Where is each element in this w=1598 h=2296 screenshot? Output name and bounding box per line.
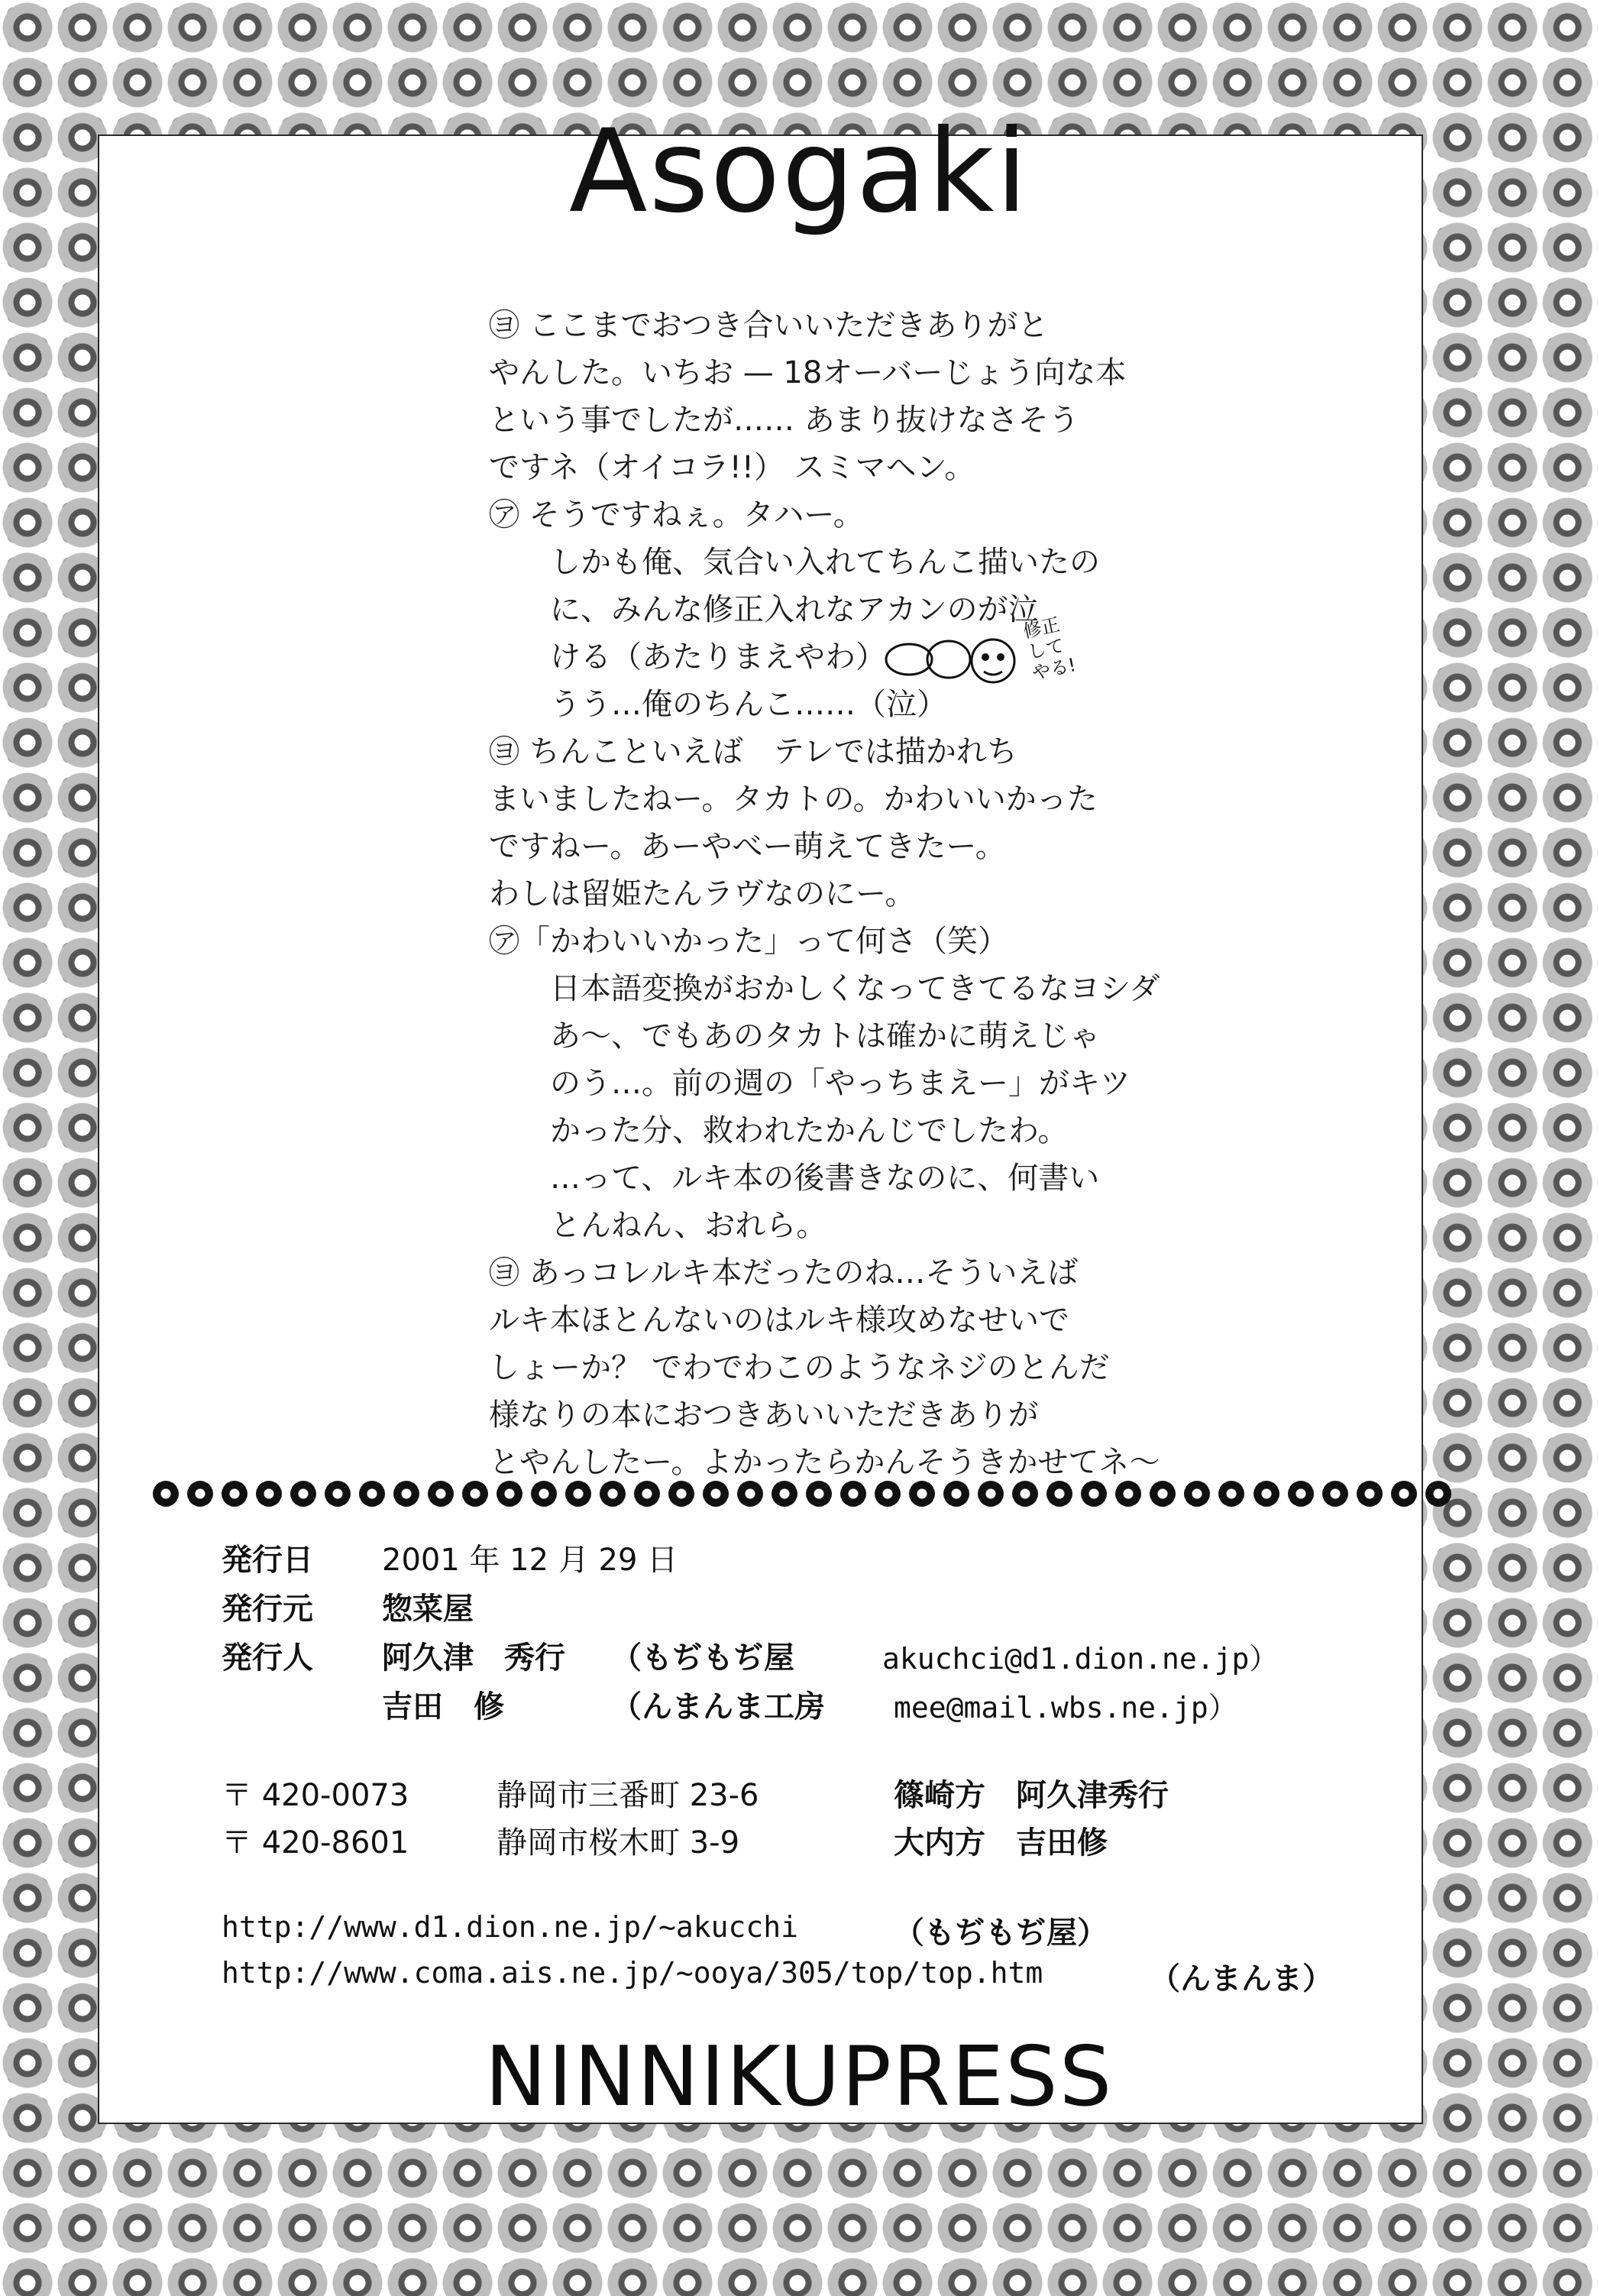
flower-ornament-icon <box>909 1481 935 1507</box>
flower-divider <box>153 1478 1451 1509</box>
afterword-handwritten-note <box>489 302 1161 1480</box>
publisher1-name: 阿久津 秀行 <box>382 1640 565 1676</box>
page-title: Asogaki <box>568 105 1030 238</box>
flower-ornament-icon <box>1115 1481 1141 1507</box>
afterword-line: ルキ本ほとんないのはルキ様攻めなせいで <box>489 1303 1069 1338</box>
flower-ornament-icon <box>359 1481 385 1507</box>
flower-ornament-icon <box>1357 1481 1383 1507</box>
afterword-line: ㋵ あっコレルキ本だったのね…そういえば <box>489 1255 1079 1290</box>
issue-date-label: 発行日 <box>222 1543 313 1578</box>
issuer: 惣菜屋 <box>382 1592 474 1627</box>
flower-ornament-icon <box>393 1481 419 1507</box>
afterword-line: ですねー。あーやべー萌えてきたー。 <box>489 829 1006 864</box>
flower-ornament-icon <box>290 1481 316 1507</box>
website-url-1: http://www.d1.dion.ne.jp/~akucchi <box>222 1910 798 1944</box>
flower-ornament-icon <box>1081 1481 1107 1507</box>
flower-ornament-icon <box>497 1481 522 1507</box>
afterword-line: …って、ルキ本の後書きなのに、何書い <box>550 1161 1100 1196</box>
flower-ornament-icon <box>187 1481 213 1507</box>
afterword-line: まいましたねー。タカトの。かわいいかった <box>489 782 1098 817</box>
flower-ornament-icon <box>256 1481 282 1507</box>
afterword-line: ㋵ ここまでおつき合いいただきありがと <box>489 308 1049 343</box>
flower-ornament-icon <box>428 1481 454 1507</box>
issuer-label: 発行元 <box>222 1592 313 1627</box>
afterword-line: とんねん、おれら。 <box>550 1208 827 1243</box>
flower-ornament-icon <box>1012 1481 1038 1507</box>
publisher2-name: 吉田 修 <box>382 1689 504 1724</box>
flower-ornament-icon <box>875 1481 901 1507</box>
afterword-line: に、みんな修正入れなアカンのが泣 <box>550 592 1039 627</box>
publisher1-email: akuchci@d1.dion.ne.jp） <box>882 1642 1279 1676</box>
flower-ornament-icon <box>1288 1481 1314 1507</box>
postal-code-2: 〒 420-8601 <box>222 1825 409 1860</box>
flower-ornament-icon <box>703 1481 729 1507</box>
flower-ornament-icon <box>634 1481 660 1507</box>
afterword-line: あ～、でもあのタカトは確かに萌えじゃ <box>550 1018 1100 1054</box>
issue-date: 2001 年 12 月 29 日 <box>382 1543 678 1578</box>
flower-ornament-icon <box>1253 1481 1279 1507</box>
afterword-line: ㋐「かわいいかった」って何さ（笑） <box>489 924 1008 959</box>
flower-ornament-icon <box>737 1481 763 1507</box>
face-doodle-icon <box>878 615 1085 699</box>
afterword-line: ですネ（オイコラ!!） スミマヘン。 <box>489 450 975 485</box>
care-of-2: 大内方 吉田修 <box>894 1825 1108 1860</box>
website-url-2: http://www.coma.ais.ne.jp/~ooya/305/top/top.htm <box>222 1956 1043 1990</box>
website-label-2: （んまんま） <box>1150 1961 1333 1996</box>
flower-ornament-icon <box>462 1481 488 1507</box>
flower-ornament-icon <box>1150 1481 1176 1507</box>
website-label-1: （もぢもぢ屋） <box>894 1915 1108 1951</box>
flower-ornament-icon <box>840 1481 866 1507</box>
afterword-line: とやんしたー。よかったらかんそうきかせてネ～ <box>489 1445 1160 1480</box>
flower-ornament-icon <box>1391 1481 1417 1507</box>
publisher2-circle: （んまんま工房 <box>611 1689 825 1724</box>
publisher1-circle: （もぢもぢ屋 <box>611 1640 794 1676</box>
flower-ornament-icon <box>806 1481 832 1507</box>
flower-ornament-icon <box>153 1481 179 1507</box>
afterword-line: 様なりの本におつきあいいただきありが <box>489 1397 1039 1433</box>
afterword-line: しょーか？ でわでわこのようなネジのとんだ <box>489 1350 1110 1385</box>
flower-ornament-icon <box>1322 1481 1348 1507</box>
flower-ornament-icon <box>222 1481 247 1507</box>
flower-ornament-icon <box>1218 1481 1244 1507</box>
afterword-line: ける（あたりまえやわ） <box>550 640 886 675</box>
flower-ornament-icon <box>978 1481 1004 1507</box>
afterword-line: わしは留姫たんラヴなのにー。 <box>489 876 916 912</box>
flower-ornament-icon <box>600 1481 626 1507</box>
flower-ornament-icon <box>1184 1481 1210 1507</box>
flower-ornament-icon <box>531 1481 557 1507</box>
flower-ornament-icon <box>943 1481 969 1507</box>
care-of-1: 篠崎方 阿久津秀行 <box>894 1778 1169 1813</box>
flower-ornament-icon <box>1425 1481 1451 1507</box>
publisher-brand: NINNIKUPRESS <box>484 2029 1114 2125</box>
address-1: 静岡市三番町 23-6 <box>497 1778 759 1813</box>
flower-ornament-icon <box>772 1481 797 1507</box>
afterword-line: かった分、救われたかんじでしたわ。 <box>550 1113 1069 1148</box>
flower-ornament-icon <box>325 1481 351 1507</box>
flower-ornament-icon <box>1046 1481 1072 1507</box>
address-2: 静岡市桜木町 3-9 <box>497 1825 740 1860</box>
flower-ornament-icon <box>565 1481 591 1507</box>
publisher-label: 発行人 <box>222 1640 313 1676</box>
flower-ornament-icon <box>668 1481 694 1507</box>
afterword-line: やんした。いちお — 18オーバーじょう向な本 <box>489 355 1127 390</box>
afterword-line: しかも俺、気合い入れてちんこ描いたの <box>550 545 1100 580</box>
publisher2-email: mee@mail.wbs.ne.jp） <box>894 1691 1237 1724</box>
afterword-line: 日本語変換がおかしくなってきてるなヨシダ <box>550 971 1160 1006</box>
afterword-line: ㋐ そうですねぇ。タハー。 <box>489 497 864 533</box>
afterword-line: という事でしたが…… あまり抜けなさそう <box>489 403 1079 438</box>
postal-code-1: 〒 420-0073 <box>222 1778 409 1813</box>
afterword-line: うう…俺のちんこ……（泣） <box>550 687 947 722</box>
afterword-line: ㋵ ちんこといえば テレでは描かれち <box>489 734 1017 769</box>
afterword-line: のう…。前の週の「やっちまえー」がキツ <box>550 1066 1131 1101</box>
doodle-caption: 修正してやる! <box>1021 614 1078 685</box>
